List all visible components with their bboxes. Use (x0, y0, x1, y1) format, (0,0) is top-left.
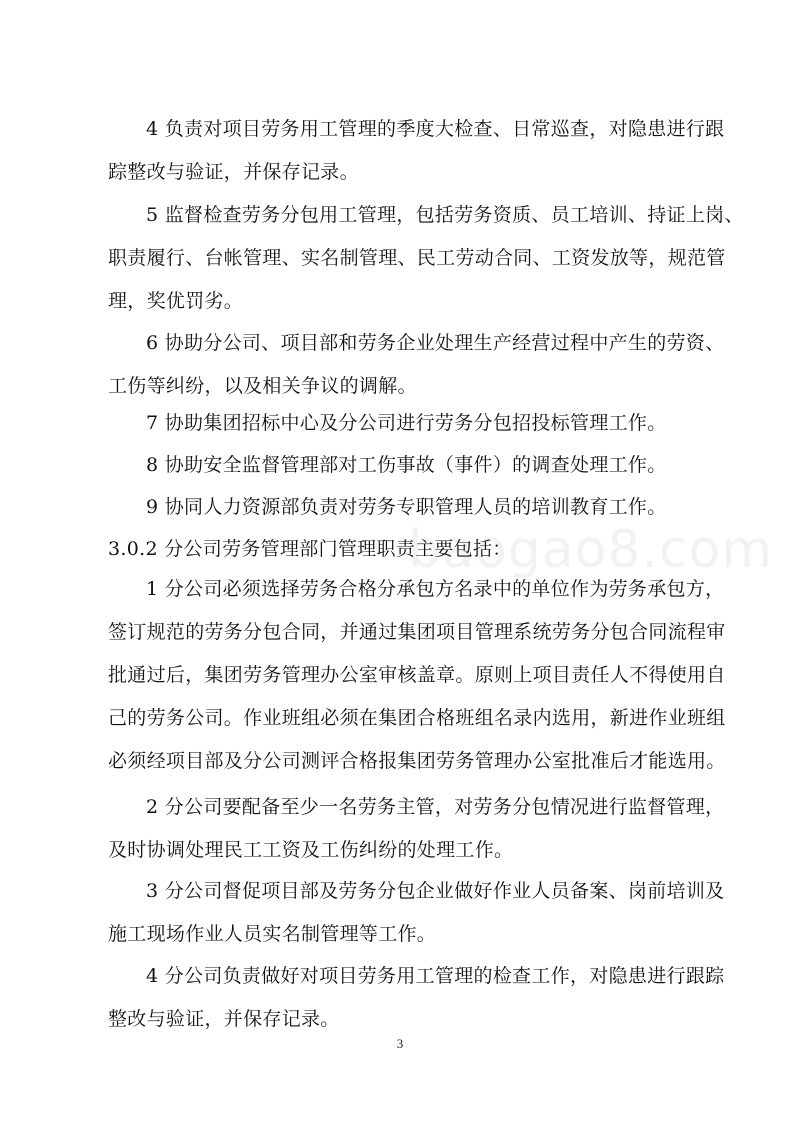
section-heading: 3.0.2 分公司劳务管理部门管理职责主要包括： (108, 538, 512, 560)
paragraph-line: 施工现场作业人员实名制管理等工作。 (108, 923, 437, 945)
paragraph-line: 工伤等纠纷，以及相关争议的调解。 (108, 375, 417, 397)
paragraph-line: 3 分公司督促项目部及劳务分包企业做好作业人员备案、岗前培训及 (146, 880, 725, 902)
paragraph-line: 6 协助分公司、项目部和劳务企业处理生产经营过程中产生的劳资、 (146, 332, 725, 354)
paragraph-line: 整改与验证，并保存记录。 (108, 1008, 340, 1030)
duty-item-7 (108, 402, 708, 445)
paragraph-line: 理，奖优罚劣。 (108, 290, 244, 312)
paragraph-line: 及时协调处理民工工资及工伤纠纷的处理工作。 (108, 839, 514, 861)
paragraph-line: 1 分公司必须选择劳务合格分承包方名录中的单位作为劳务承包方， (146, 578, 725, 600)
paragraph-line: 2 分公司要配备至少一名劳务主管，对劳务分包情况进行监督管理， (146, 796, 725, 818)
paragraph-line: 7 协助集团招标中心及分公司进行劳务分包招投标管理工作。 (146, 412, 667, 434)
duty-item-5 (108, 194, 744, 323)
page-number: 3 (396, 1036, 404, 1051)
paragraph-line: 9 协同人力资源部负责对劳务专职管理人员的培训教育工作。 (146, 496, 667, 518)
duty-item-9 (108, 486, 708, 529)
paragraph-line: 踪整改与验证，并保存记录。 (108, 161, 359, 183)
paragraph-line: 批通过后，集团劳务管理办公室审核盖章。原则上项目责任人不得使用自 (108, 664, 726, 686)
duty-item-4 (108, 108, 725, 194)
branch-duty-item-3 (108, 870, 725, 956)
branch-duty-item-4 (108, 955, 725, 1041)
paragraph-line: 签订规范的劳务分包合同，并通过集团项目管理系统劳务分包合同流程审 (108, 621, 726, 643)
branch-duty-item-1 (108, 568, 726, 783)
paragraph-line: 必须经项目部及分公司测评合格报集团劳务管理办公室批准后才能选用。 (108, 750, 726, 772)
paragraph-line: 4 负责对项目劳务用工管理的季度大检查、日常巡查，对隐患进行跟 (146, 118, 725, 140)
branch-duty-item-2 (108, 786, 725, 872)
paragraph-line: 职责履行、台帐管理、实名制管理、民工劳动合同、工资发放等，规范管 (108, 247, 726, 269)
watermark: baogao8.com (408, 520, 774, 580)
paragraph-line: 8 协助安全监督管理部对工伤事故（事件）的调查处理工作。 (146, 454, 667, 476)
paragraph-line: 5 监督检查劳务分包用工管理，包括劳务资质、员工培训、持证上岗、 (146, 204, 744, 226)
paragraph-line: 4 分公司负责做好对项目劳务用工管理的检查工作，对隐患进行跟踪 (146, 965, 725, 987)
paragraph-line: 己的劳务公司。作业班组必须在集团合格班组名录内选用，新进作业班组 (108, 707, 726, 729)
duty-item-8 (108, 444, 708, 487)
duty-item-6 (108, 322, 725, 408)
